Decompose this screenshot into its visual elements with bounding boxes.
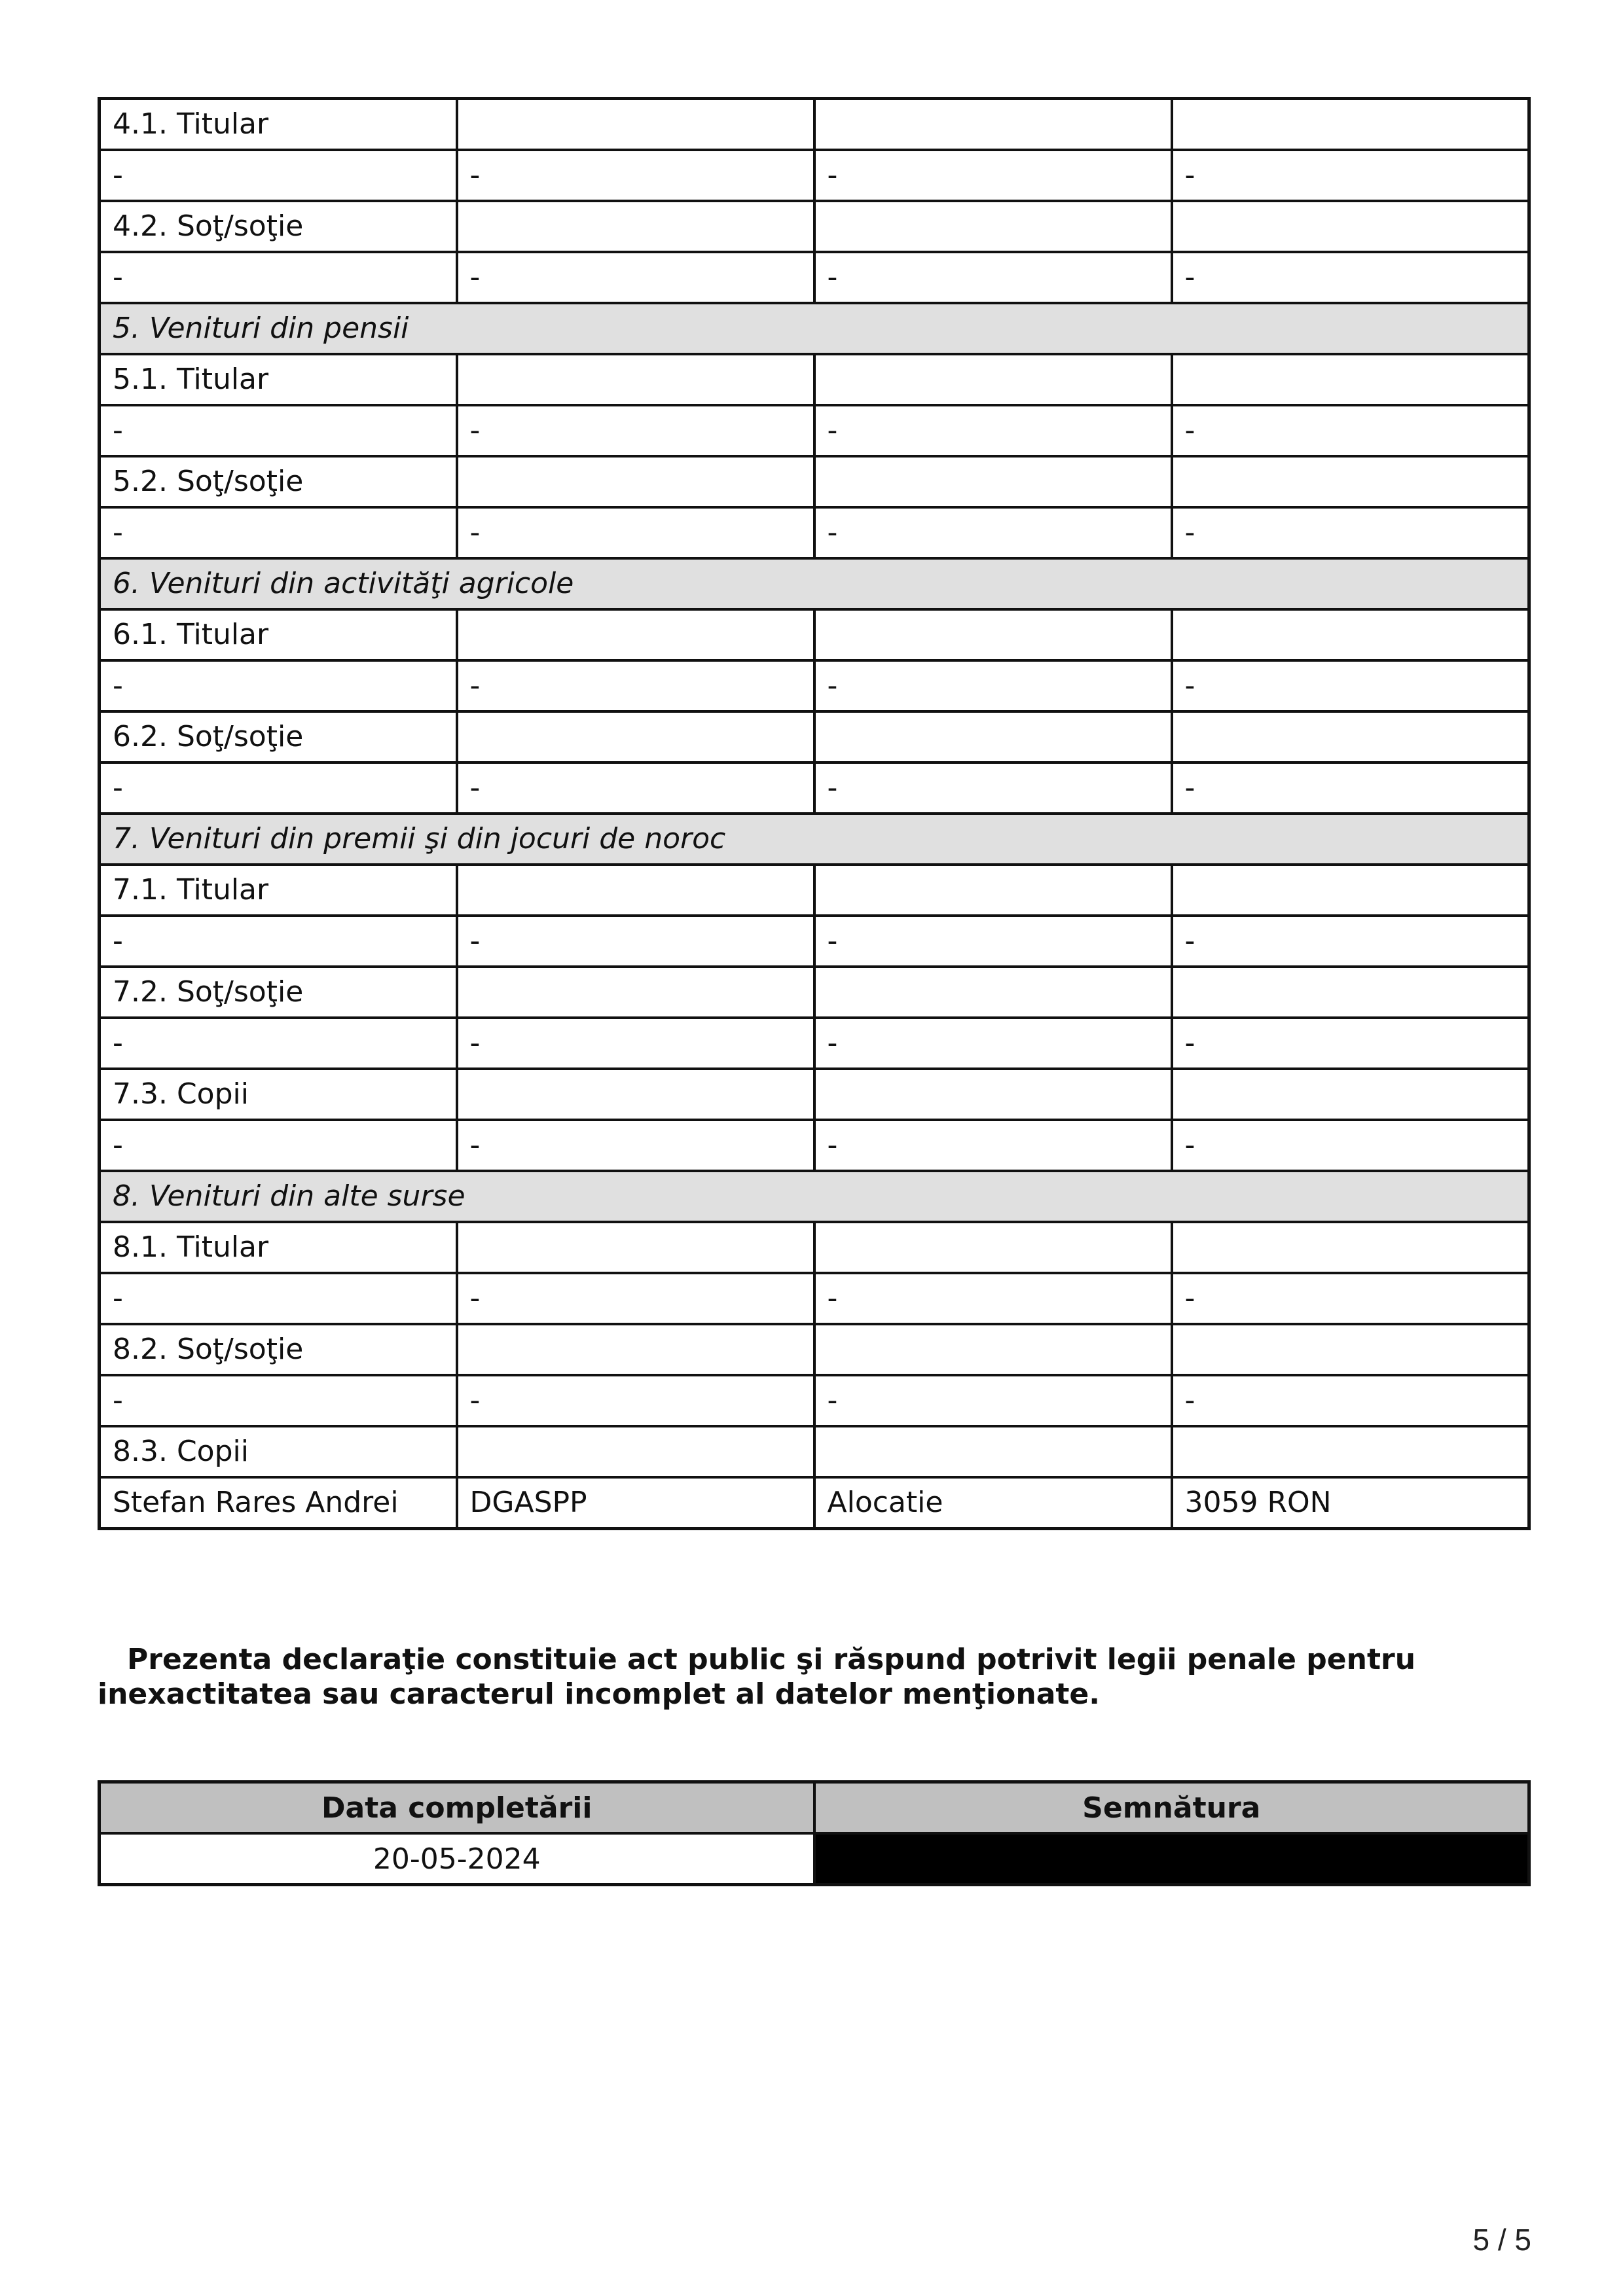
section-heading: 6. Venituri din activităţi agricole: [100, 558, 1529, 609]
table-cell: -: [1172, 150, 1529, 201]
table-cell: -: [1172, 1120, 1529, 1171]
table-cell: -: [100, 507, 457, 558]
table-row: [100, 1477, 1529, 1529]
row-label: 7.3. Copii: [100, 1069, 457, 1120]
table-row: [100, 99, 1529, 151]
empty-cell: [457, 1324, 814, 1375]
table-cell: -: [814, 405, 1172, 456]
empty-cell: [1172, 967, 1529, 1018]
empty-cell: [457, 354, 814, 405]
empty-cell: [1172, 1324, 1529, 1375]
income-table: [98, 97, 1531, 1530]
table-cell: -: [100, 150, 457, 201]
date-header: Data completării: [100, 1782, 814, 1834]
empty-cell: [814, 201, 1172, 252]
table-row: [100, 711, 1529, 762]
table-cell: -: [814, 1120, 1172, 1171]
table-row: [100, 1324, 1529, 1375]
row-label: 6.1. Titular: [100, 609, 457, 660]
table-cell: -: [457, 660, 814, 711]
empty-cell: [1172, 1426, 1529, 1477]
table-cell: -: [1172, 762, 1529, 814]
table-cell: -: [100, 1120, 457, 1171]
table-cell: -: [457, 405, 814, 456]
table-cell: -: [100, 1273, 457, 1324]
table-cell: -: [814, 1375, 1172, 1426]
empty-cell: [457, 1222, 814, 1273]
empty-cell: [814, 1426, 1172, 1477]
signature-redacted: [814, 1833, 1529, 1885]
row-label: 8.1. Titular: [100, 1222, 457, 1273]
row-label: 7.2. Soţ/soţie: [100, 967, 457, 1018]
table-row: [100, 609, 1529, 660]
table-row: [100, 507, 1529, 558]
table-cell: -: [100, 1375, 457, 1426]
table-cell: -: [1172, 405, 1529, 456]
table-row: [100, 1120, 1529, 1171]
section-row: [100, 1171, 1529, 1222]
table-cell: -: [100, 762, 457, 814]
table-cell: -: [457, 762, 814, 814]
empty-cell: [457, 967, 814, 1018]
table-row: [100, 1375, 1529, 1426]
empty-cell: [814, 354, 1172, 405]
table-row: [100, 354, 1529, 405]
table-row: [100, 660, 1529, 711]
table-cell: -: [100, 916, 457, 967]
table-cell: -: [1172, 507, 1529, 558]
empty-cell: [1172, 99, 1529, 151]
table-row: [100, 1018, 1529, 1069]
table-cell: -: [814, 916, 1172, 967]
empty-cell: [1172, 609, 1529, 660]
table-cell: -: [814, 660, 1172, 711]
row-label: 5.1. Titular: [100, 354, 457, 405]
page-number: 5 / 5: [1472, 2223, 1531, 2257]
empty-cell: [1172, 354, 1529, 405]
table-cell: -: [457, 252, 814, 303]
empty-cell: [814, 1222, 1172, 1273]
empty-cell: [814, 1324, 1172, 1375]
table-row: [100, 967, 1529, 1018]
empty-cell: [1172, 711, 1529, 762]
declaration-statement: Prezenta declaraţie constituie act public şi răspund potrivit legii penale pentru inexactitatea sau caracterul incomplet al datelor menţionate.: [98, 1643, 1416, 1711]
table-cell: -: [100, 1018, 457, 1069]
row-label: 5.2. Soţ/soţie: [100, 456, 457, 507]
table-row: [100, 865, 1529, 916]
empty-cell: [1172, 201, 1529, 252]
table-cell: -: [457, 507, 814, 558]
table-cell: -: [457, 916, 814, 967]
empty-cell: [457, 99, 814, 151]
row-label: 7.1. Titular: [100, 865, 457, 916]
empty-cell: [457, 1426, 814, 1477]
empty-cell: [814, 1069, 1172, 1120]
income-table-body: [100, 99, 1529, 1529]
row-label: 8.3. Copii: [100, 1426, 457, 1477]
table-cell: DGASPP: [457, 1477, 814, 1529]
table-cell: -: [814, 762, 1172, 814]
table-row: [100, 916, 1529, 967]
empty-cell: [457, 456, 814, 507]
section-heading: 5. Venituri din pensii: [100, 303, 1529, 354]
section-row: [100, 814, 1529, 865]
empty-cell: [814, 865, 1172, 916]
table-row: [100, 456, 1529, 507]
section-row: [100, 558, 1529, 609]
signature-table: [98, 1780, 1531, 1886]
empty-cell: [1172, 1069, 1529, 1120]
table-cell: -: [457, 1273, 814, 1324]
table-cell: Alocatie: [814, 1477, 1172, 1529]
empty-cell: [814, 456, 1172, 507]
empty-cell: [457, 865, 814, 916]
table-row: [100, 150, 1529, 201]
table-cell: -: [1172, 1018, 1529, 1069]
empty-cell: [814, 99, 1172, 151]
row-label: 4.2. Soţ/soţie: [100, 201, 457, 252]
table-cell: -: [457, 1375, 814, 1426]
signature-header: Semnătura: [814, 1782, 1529, 1834]
empty-cell: [1172, 865, 1529, 916]
table-row: [100, 201, 1529, 252]
table-cell: -: [1172, 916, 1529, 967]
signature-header-row: [100, 1782, 1529, 1834]
empty-cell: [1172, 456, 1529, 507]
table-cell: -: [457, 1120, 814, 1171]
table-row: [100, 405, 1529, 456]
empty-cell: [814, 711, 1172, 762]
table-cell: -: [1172, 660, 1529, 711]
table-row: [100, 1426, 1529, 1477]
table-cell: 3059 RON: [1172, 1477, 1529, 1529]
empty-cell: [1172, 1222, 1529, 1273]
table-row: [100, 1069, 1529, 1120]
empty-cell: [814, 967, 1172, 1018]
row-label: 8.2. Soţ/soţie: [100, 1324, 457, 1375]
table-cell: Stefan Rares Andrei: [100, 1477, 457, 1529]
empty-cell: [457, 1069, 814, 1120]
table-cell: -: [814, 507, 1172, 558]
empty-cell: [814, 609, 1172, 660]
table-cell: -: [457, 150, 814, 201]
table-cell: -: [814, 150, 1172, 201]
table-cell: -: [1172, 252, 1529, 303]
section-row: [100, 303, 1529, 354]
table-row: [100, 1273, 1529, 1324]
empty-cell: [457, 201, 814, 252]
section-heading: 8. Venituri din alte surse: [100, 1171, 1529, 1222]
row-label: 6.2. Soţ/soţie: [100, 711, 457, 762]
row-label: 4.1. Titular: [100, 99, 457, 151]
table-cell: -: [100, 252, 457, 303]
table-row: [100, 762, 1529, 814]
table-cell: -: [100, 405, 457, 456]
completion-date: 20-05-2024: [100, 1833, 814, 1885]
signature-value-row: [100, 1833, 1529, 1885]
table-cell: -: [1172, 1273, 1529, 1324]
table-cell: -: [457, 1018, 814, 1069]
table-cell: -: [1172, 1375, 1529, 1426]
table-cell: -: [814, 1273, 1172, 1324]
empty-cell: [457, 609, 814, 660]
table-row: [100, 1222, 1529, 1273]
empty-cell: [457, 711, 814, 762]
table-cell: -: [814, 1018, 1172, 1069]
table-cell: -: [814, 252, 1172, 303]
table-row: [100, 252, 1529, 303]
table-cell: -: [100, 660, 457, 711]
section-heading: 7. Venituri din premii şi din jocuri de noroc: [100, 814, 1529, 865]
